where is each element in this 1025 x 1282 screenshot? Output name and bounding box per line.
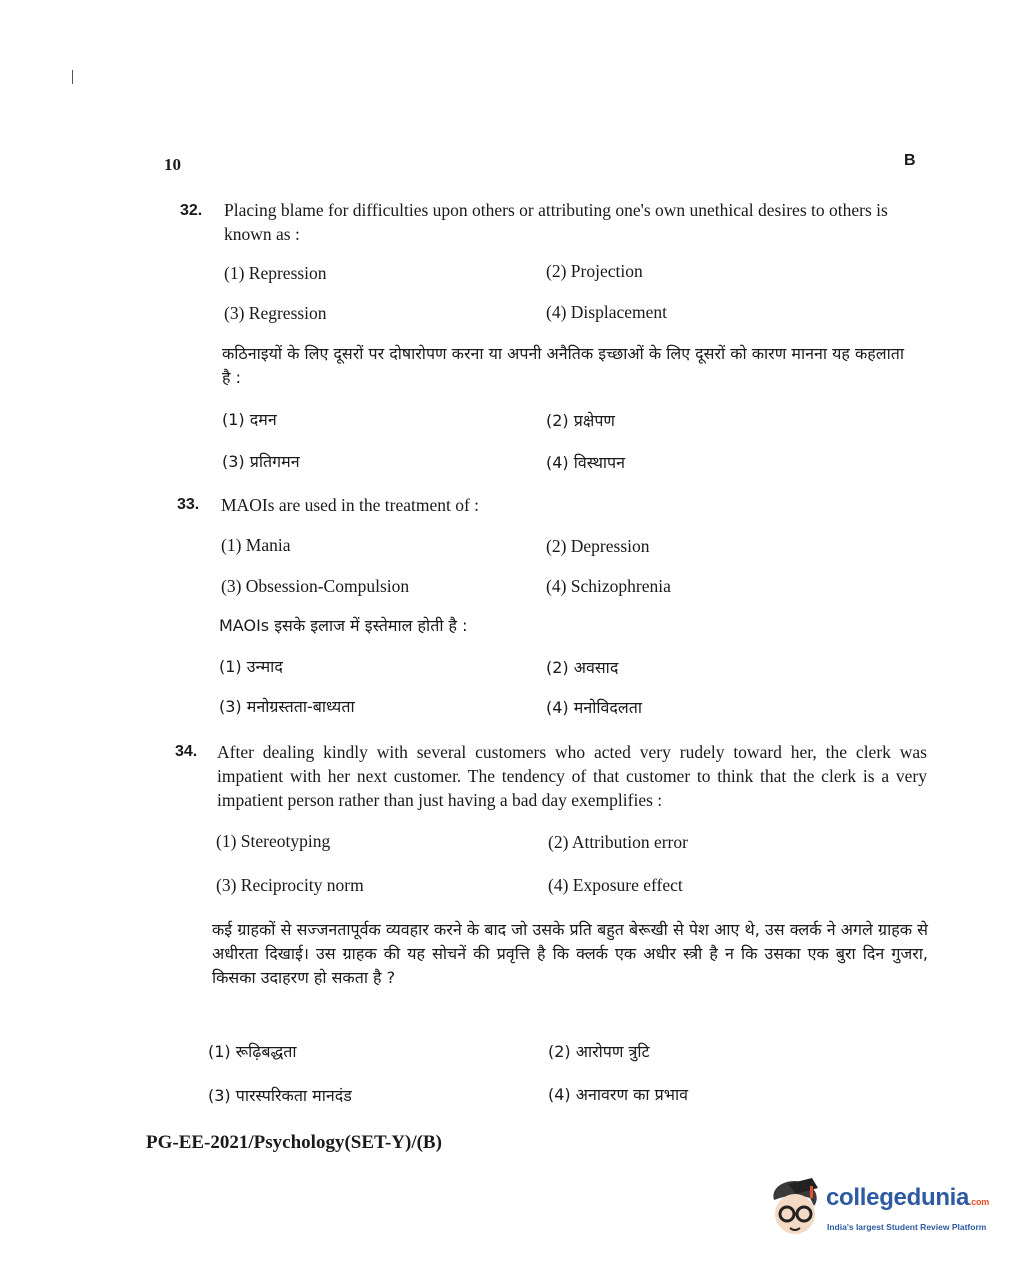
option-hi-3: (3) प्रतिगमन bbox=[222, 452, 300, 471]
option-hi-4: (4) विस्थापन bbox=[546, 453, 626, 472]
question-text-hi: MAOIs इसके इलाज में इस्तेमाल होती है : bbox=[219, 616, 468, 635]
collegedunia-logo bbox=[766, 1176, 1006, 1246]
option-hi-2: (2) अवसाद bbox=[546, 658, 619, 677]
question-text-hi: कई ग्राहकों से सज्जनतापूर्वक व्यवहार करने के बाद जो उसके प्रति बहुत बेरूखी से पेश आए थे, उस क्लर्क ने अगले ग्राहक से अधीरता दिखाई। उस ग्राहक की यह सोचनें की प्रवृत्ति है कि क्लर्क एक अधीर स्त्री है न कि उसका एक बुरा दिन गुजरा, किसका उदाहरण हो सकता है ? bbox=[212, 920, 928, 987]
question-text-en: Placing blame for difficulties upon others or attributing one's own unethical desires to others is known as : bbox=[224, 200, 888, 244]
option-hi-2: (2) आरोपण त्रुटि bbox=[548, 1042, 650, 1061]
option-en-1: (1) Mania bbox=[221, 535, 291, 555]
logo-brand: collegedunia.com bbox=[826, 1184, 989, 1211]
page-number: 10 bbox=[164, 155, 181, 174]
option-hi-3: (3) पारस्परिकता मानदंड bbox=[208, 1086, 352, 1105]
option-en-3: (3) Reciprocity norm bbox=[216, 875, 364, 895]
question-text-en: After dealing kindly with several customers who acted very rudely toward her, the clerk was impatient with her next customer. The tendency of that customer to think that the clerk is a very impatient person rather than just having a bad day exemplifies : bbox=[217, 742, 927, 810]
option-en-1: (1) Repression bbox=[224, 263, 327, 283]
option-en-2: (2) Attribution error bbox=[548, 832, 688, 852]
mascot-icon bbox=[766, 1176, 824, 1240]
question-text-en: MAOIs are used in the treatment of : bbox=[221, 495, 480, 515]
question-text-hi: कठिनाइयों के लिए दूसरों पर दोषारोपण करना या अपनी अनैतिक इच्छाओं के लिए दूसरों को कारण मानना यह कहलाता है : bbox=[222, 344, 904, 387]
question-number: 33. bbox=[177, 496, 200, 513]
option-hi-2: (2) प्रक्षेपण bbox=[546, 411, 615, 430]
option-en-4: (4) Schizophrenia bbox=[546, 576, 671, 596]
option-hi-4: (4) अनावरण का प्रभाव bbox=[548, 1085, 689, 1104]
option-hi-1: (1) दमन bbox=[222, 410, 277, 429]
scan-mark bbox=[72, 70, 73, 84]
option-en-2: (2) Depression bbox=[546, 536, 650, 556]
logo-tagline: India's largest Student Review Platform bbox=[827, 1222, 987, 1232]
option-hi-4: (4) मनोविदलता bbox=[546, 698, 642, 717]
option-en-4: (4) Displacement bbox=[546, 302, 667, 322]
question-number: 34. bbox=[175, 743, 198, 760]
question-number: 32. bbox=[180, 202, 203, 219]
option-en-3: (3) Regression bbox=[224, 303, 327, 323]
option-en-1: (1) Stereotyping bbox=[216, 831, 331, 851]
option-en-4: (4) Exposure effect bbox=[548, 875, 683, 895]
option-hi-3: (3) मनोग्रस्तता-बाध्यता bbox=[219, 697, 355, 716]
option-hi-1: (1) उन्माद bbox=[219, 657, 283, 676]
option-hi-1: (1) रूढ़िबद्धता bbox=[208, 1042, 297, 1061]
paper-code-footer: PG-EE-2021/Psychology(SET-Y)/(B) bbox=[146, 1132, 442, 1153]
option-en-3: (3) Obsession-Compulsion bbox=[221, 576, 410, 596]
set-code: B bbox=[904, 152, 916, 169]
option-en-2: (2) Projection bbox=[546, 261, 643, 281]
